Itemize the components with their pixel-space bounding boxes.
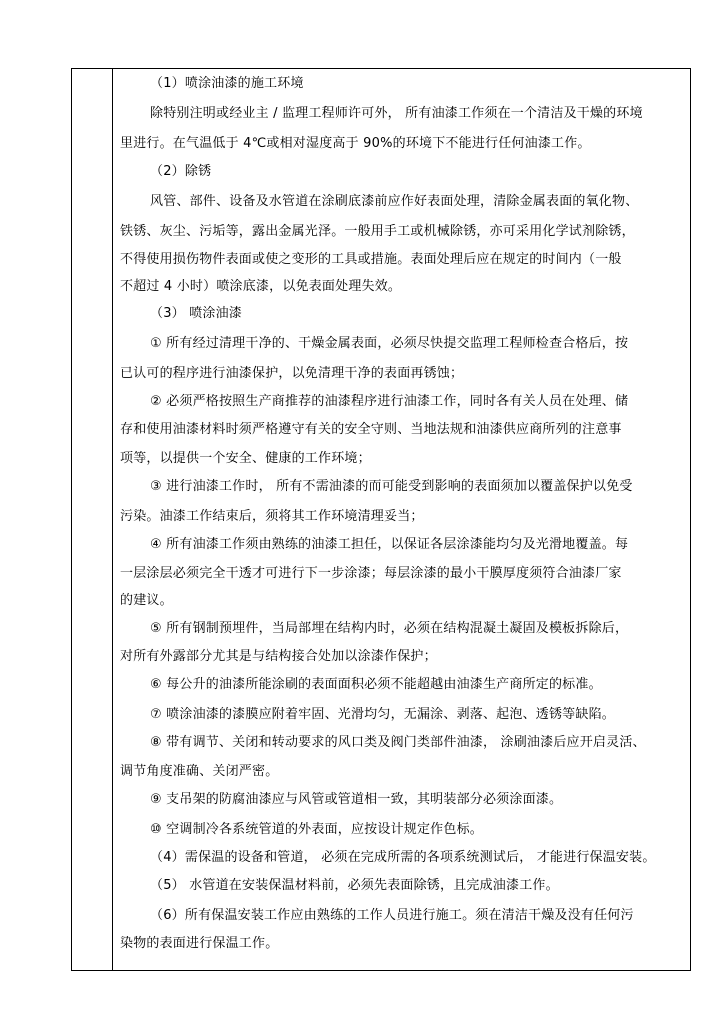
text-line: 已认可的程序进行油漆保护，以免清理干净的表面再锈蚀； — [120, 366, 464, 381]
text-line: ⑦ 喷涂油漆的漆膜应附着牢固、光滑均匀，无漏涂、剥落、起泡、透锈等缺陷。 — [150, 707, 615, 722]
text-line: 对所有外露部分尤其是与结构接合处加以涂漆作保护； — [120, 649, 437, 664]
text-line: 不得使用损伤物件表面或使之变形的工具或措施。表面处理后应在规定的时间内（一般 — [120, 252, 622, 267]
text-line: 铁锈、灰尘、污垢等，露出金属光泽。一般用手工或机械除锈，亦可采用化学试剂除锈， — [120, 224, 635, 239]
text-line: （5） 水管道在安装保温材料前，必须先表面除锈，且完成油漆工作。 — [150, 878, 559, 893]
text-line: （4）需保温的设备和管道， 必须在完成所需的各项系统测试后， 才能进行保温安装。 — [150, 850, 656, 865]
text-line: 一层涂层必须完全干透才可进行下一步涂漆；每层涂漆的最小干膜厚度须符合油漆厂家 — [120, 566, 622, 581]
table-column-divider — [112, 68, 113, 971]
text-line: 调节角度准确、关闭严密。 — [120, 764, 279, 779]
text-line: 项等，以提供一个安全、健康的工作环境； — [120, 451, 371, 466]
text-line: ⑩ 空调制冷各系统管道的外表面，应按设计规定作色标。 — [150, 822, 483, 837]
text-line: 存和使用油漆材料时须严格遵守有关的安全守则、当地法规和油漆供应商所列的注意事 — [120, 422, 622, 437]
text-line: 里进行。在气温低于 4℃或相对湿度高于 90%的环境下不能进行任何油漆工作。 — [120, 136, 591, 151]
text-line: ④ 所有油漆工作须由熟练的油漆工担任，以保证各层涂漆能均匀及光滑地覆盖。每 — [150, 537, 629, 552]
text-line: ⑨ 支吊架的防腐油漆应与风管或管道相一致，其明装部分必须涂面漆。 — [150, 792, 563, 807]
text-line: 风管、部件、设备及水管道在涂刷底漆前应作好表面处理，清除金属表面的氧化物、 — [150, 194, 639, 209]
text-line: （1）喷涂油漆的施工环境 — [150, 76, 304, 91]
text-line: ② 必须严格按照生产商推荐的油漆程序进行油漆工作，同时各有关人员在处理、储 — [150, 394, 629, 409]
text-line: ⑤ 所有钢制预埋件，当局部埋在结构内时，必须在结构混凝土凝固及模板拆除后， — [150, 621, 629, 636]
text-line: ⑧ 带有调节、关闭和转动要求的风口类及阀门类部件油漆， 涂刷油漆后应开启灵活、 — [150, 735, 646, 750]
text-line: 除特别注明或经业主 / 监理工程师许可外， 所有油漆工作须在一个清洁及干燥的环境 — [150, 106, 643, 121]
text-line: （3） 喷涂油漆 — [150, 306, 243, 321]
text-line: ⑥ 每公升的油漆所能涂刷的表面面积必须不能超越由油漆生产商所定的标准。 — [150, 677, 602, 692]
text-line: 污染。油漆工作结束后，须将其工作环境清理妥当； — [120, 509, 424, 524]
text-line: 不超过 4 小时）喷涂底漆，以免表面处理失效。 — [120, 279, 402, 294]
text-line: ③ 进行油漆工作时， 所有不需油漆的而可能受到影响的表面须加以覆盖保护以免受 — [150, 479, 633, 494]
text-line: ① 所有经过清理干净的、干燥金属表面，必须尽快提交监理工程师检查合格后，按 — [150, 336, 629, 351]
text-line: （2）除锈 — [150, 164, 212, 179]
text-line: 染物的表面进行保温工作。 — [120, 936, 279, 951]
text-line: （6）所有保温安装工作应由熟练的工作人员进行施工。须在清洁干燥及没有任何污 — [150, 908, 634, 923]
text-line: 的建议。 — [120, 593, 173, 608]
